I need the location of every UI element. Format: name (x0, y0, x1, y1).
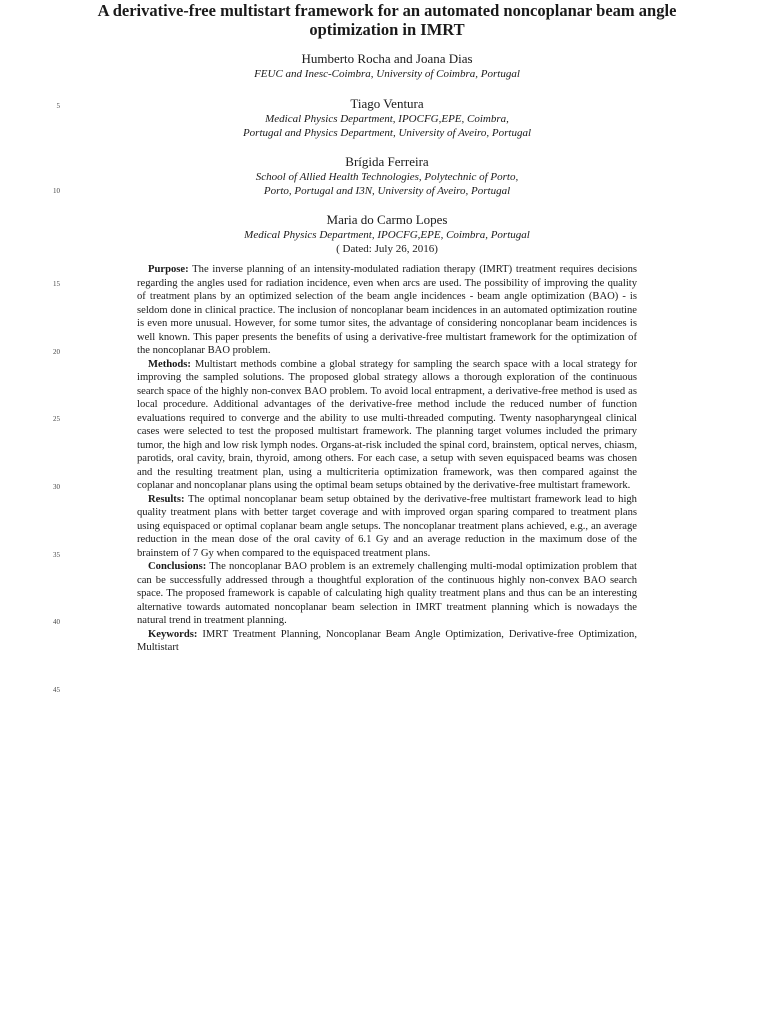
abstract-results (137, 493, 637, 561)
purpose-label: Purpose: (148, 264, 189, 275)
purpose-text: The inverse planning of an intensity-modulated radiation therapy (IMRT) treatment requires decisions regarding the angles used for radiation incidence, even when arcs are used. The possibility of improving the quality of treatment plans by an optimized selection of the beam angle incidences - beam angle optimization (BAO) - is seldom done in clinical practice. The inclusion of noncoplanar beam incidences in an automated optimization routine is even more unusual. However, for some tumor sites, the advantage of considering noncoplanar beam incidences is well known. This paper presents the benefits of using a derivative-free multistart framework for the optimization of the noncoplanar BAO problem. (137, 264, 637, 356)
author-affiliation: Portugal and Physics Department, University of Aveiro, Portugal (242, 127, 532, 139)
results-label: Results: (148, 493, 185, 505)
line-number: 40 (53, 618, 60, 626)
results-text: The optimal noncoplanar beam setup obtained by the derivative-free multistart framework lead to high quality treatment plans with better target coverage and with improved organ sparing compared to treatment plans using equispaced or optimal coplanar beam angle setups. The noncoplanar treatment plans achieved, e.g., an average reduction in the mean dose of the oral cavity of 6.1 Gy and an average reduction in the maximum dose of the brainstem of 7 Gy when compared to the equispaced treatment plans. (137, 493, 637, 559)
line-number: 30 (53, 483, 60, 491)
author-affiliation: Porto, Portugal and I3N, University of Aveiro, Portugal (263, 185, 511, 197)
abstract (137, 263, 637, 655)
abstract-purpose (137, 263, 637, 358)
author-affiliation: Medical Physics Department, IPOCFG,EPE, Coimbra, Portugal (244, 229, 530, 241)
abstract-methods (137, 358, 637, 493)
abstract-keywords (137, 628, 637, 655)
line-number: 5 (56, 102, 60, 110)
line-number: 45 (53, 686, 60, 694)
conclusions-text: The noncoplanar BAO problem is an extremely challenging multi-modal optimization problem that can be successfully addressed through a thoughtful exploration of the continuous highly non-convex BAO search space. The proposed framework is capable of calculating high quality treatment plans and thus can be an interesting alternative towards automated noncoplanar beam selection in IMRT treatment planning which is nowadays the natural trend in treatment planning. (137, 561, 637, 626)
keywords-text: IMRT Treatment Planning, Noncoplanar Beam Angle Optimization, Derivative-free Optimization, Multistart (137, 628, 637, 653)
keywords-label: Keywords: (148, 628, 198, 640)
author-affiliation: School of Allied Health Technologies, Polytechnic of Porto, (255, 171, 519, 183)
dated-line: ( Dated: July 26, 2016) (336, 243, 438, 255)
author-names: Brígida Ferreira (345, 154, 429, 169)
paper-title: A derivative-free multistart framework for an automated noncoplanar beam angle optimization in IMRT (97, 1, 677, 39)
abstract-conclusions (137, 560, 637, 628)
line-number: 15 (53, 280, 60, 288)
methods-text: Multistart methods combine a global strategy for sampling the search space with a local strategy for improving the sampled solutions. The proposed global strategy allows a thorough exploration of the continuous search space of the highly non-convex BAO problem. To avoid local entrapment, a derivative-free method is used as local procedure. Additional advantages of the derivative-free method include the reduced number of function evaluations required to converge and the ability to use multi-threaded computing. Twenty nasopharyngeal clinical cases were selected to test the proposed multistart framework. The planning target volumes included the primary tumor, the high and low risk lymph nodes. Organs-at-risk included the spinal cord, brainstem, optical nerves, chiasm, parotids, oral cavity, brain, thyroid, among others. For each case, a setup with seven equispaced beams was chosen and the resulting treatment plan, using a multicriteria optimization framework, was then compared against the coplanar and noncoplanar plans using the optimal beam setups obtained by the derivative-free multistart framework. (137, 358, 637, 491)
author-names: Humberto Rocha and Joana Dias (301, 51, 473, 66)
author-affiliation: Medical Physics Department, IPOCFG,EPE, Coimbra, (265, 113, 509, 125)
author-names: Tiago Ventura (350, 96, 424, 111)
author-group-2 (100, 96, 674, 140)
author-group-4 (100, 212, 674, 256)
author-names: Maria do Carmo Lopes (326, 212, 448, 227)
line-number: 25 (53, 415, 60, 423)
author-affiliation: FEUC and Inesc-Coimbra, University of Coimbra, Portugal (254, 68, 520, 80)
methods-label: Methods: (148, 358, 191, 370)
line-number: 35 (53, 551, 60, 559)
line-number: 10 (53, 187, 60, 195)
author-group-1 (100, 51, 674, 81)
author-group-3 (100, 154, 674, 198)
line-number: 20 (53, 348, 60, 356)
conclusions-label: Conclusions: (148, 561, 207, 572)
